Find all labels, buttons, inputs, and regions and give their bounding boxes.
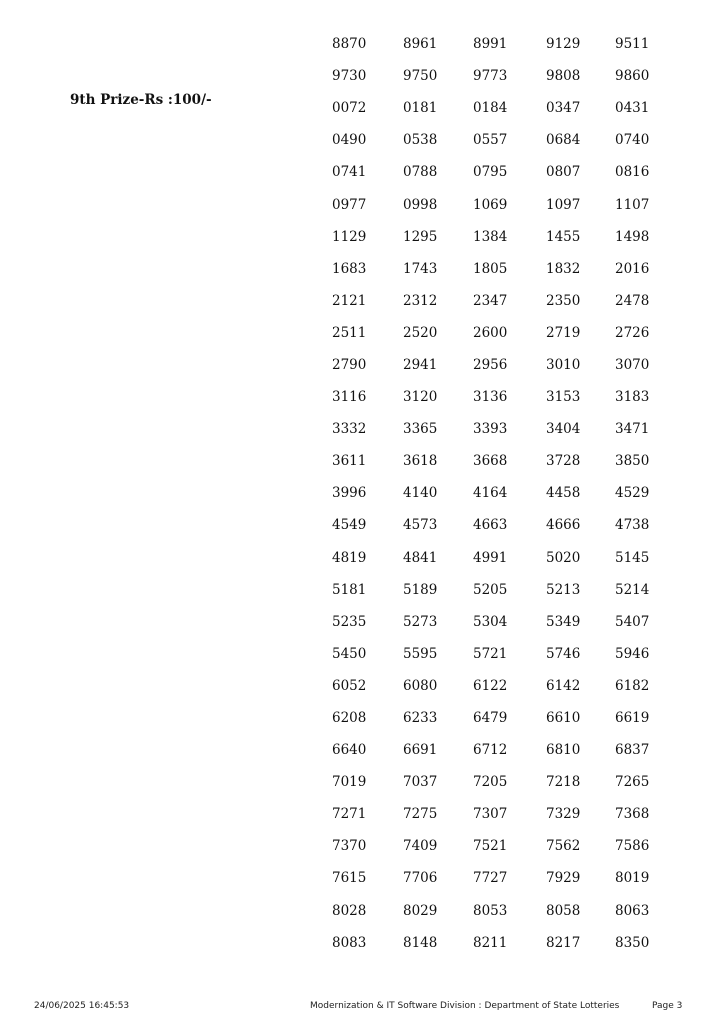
ticket-number: 2941: [403, 356, 438, 373]
ticket-number: 1384: [473, 228, 508, 245]
number-row: [332, 221, 672, 253]
ticket-number: 3996: [332, 485, 367, 502]
ticket-number: 6837: [615, 742, 650, 759]
number-row: [332, 509, 672, 541]
ticket-number: 5214: [615, 581, 650, 598]
ticket-number: 3728: [546, 453, 581, 470]
ticket-number: 4458: [546, 485, 581, 502]
number-row: [332, 830, 672, 862]
ticket-number: 5273: [403, 613, 438, 630]
number-row: [332, 124, 672, 156]
ticket-number: 7271: [332, 806, 367, 823]
ticket-number: 5746: [546, 645, 581, 662]
ticket-number: 8148: [403, 934, 438, 951]
ticket-number: 1097: [546, 196, 581, 213]
number-row: [332, 60, 672, 92]
ticket-number: 8217: [546, 934, 581, 951]
ticket-number: 5213: [546, 581, 581, 598]
ticket-number: 1295: [403, 228, 438, 245]
number-row: [332, 734, 672, 766]
number-row: [332, 445, 672, 477]
ticket-number: 0538: [403, 132, 438, 149]
ticket-number: 4529: [615, 485, 650, 502]
ticket-number: 3611: [332, 453, 367, 470]
ticket-number: 4666: [546, 517, 581, 534]
ticket-number: 7275: [403, 806, 438, 823]
winning-numbers-grid: [332, 28, 672, 959]
ticket-number: 0977: [332, 196, 367, 213]
ticket-number: 0807: [546, 164, 581, 181]
ticket-number: 3618: [403, 453, 438, 470]
ticket-number: 7409: [403, 838, 438, 855]
ticket-number: 5145: [615, 549, 650, 566]
ticket-number: 4549: [332, 517, 367, 534]
ticket-number: 6122: [473, 677, 508, 694]
number-row: [332, 156, 672, 188]
footer-datetime: 24/06/2025 16:45:53: [34, 1001, 130, 1011]
ticket-number: 6610: [546, 710, 581, 727]
ticket-number: 0788: [403, 164, 438, 181]
number-row: [332, 574, 672, 606]
ticket-number: 9730: [332, 68, 367, 85]
ticket-number: 3010: [546, 356, 581, 373]
ticket-number: 0998: [403, 196, 438, 213]
ticket-number: 0684: [546, 132, 581, 149]
number-row: [332, 413, 672, 445]
ticket-number: 5349: [546, 613, 581, 630]
ticket-number: 3393: [473, 421, 508, 438]
ticket-number: 9129: [546, 36, 581, 53]
ticket-number: 3404: [546, 421, 581, 438]
ticket-number: 1743: [403, 260, 438, 277]
footer-page-number: Page 3: [652, 1001, 683, 1011]
ticket-number: 2600: [473, 324, 508, 341]
footer-division: Modernization & IT Software Division : Department of State Lotteries: [310, 1001, 620, 1011]
ticket-number: 0740: [615, 132, 650, 149]
ticket-number: 2121: [332, 292, 367, 309]
ticket-number: 5450: [332, 645, 367, 662]
ticket-number: 5721: [473, 645, 508, 662]
ticket-number: 7218: [546, 774, 581, 791]
ticket-number: 7037: [403, 774, 438, 791]
number-row: [332, 862, 672, 894]
ticket-number: 7307: [473, 806, 508, 823]
ticket-number: 1498: [615, 228, 650, 245]
ticket-number: 1805: [473, 260, 508, 277]
ticket-number: 8053: [473, 902, 508, 919]
ticket-number: 1107: [615, 196, 650, 213]
ticket-number: 5235: [332, 613, 367, 630]
number-row: [332, 349, 672, 381]
ticket-number: 6479: [473, 710, 508, 727]
number-row: [332, 638, 672, 670]
ticket-number: 1832: [546, 260, 581, 277]
ticket-number: 8991: [473, 36, 508, 53]
ticket-number: 4663: [473, 517, 508, 534]
ticket-number: 9750: [403, 68, 438, 85]
ticket-number: 9511: [615, 36, 650, 53]
ticket-number: 7329: [546, 806, 581, 823]
ticket-number: 0184: [473, 100, 508, 117]
ticket-number: 3850: [615, 453, 650, 470]
ticket-number: 2719: [546, 324, 581, 341]
ticket-number: 1683: [332, 260, 367, 277]
ticket-number: 0490: [332, 132, 367, 149]
ticket-number: 6691: [403, 742, 438, 759]
ticket-number: 6208: [332, 710, 367, 727]
ticket-number: 8083: [332, 934, 367, 951]
ticket-number: 7727: [473, 870, 508, 887]
ticket-number: 3668: [473, 453, 508, 470]
ticket-number: 3183: [615, 389, 650, 406]
ticket-number: 2520: [403, 324, 438, 341]
number-row: [332, 381, 672, 413]
ticket-number: 3116: [332, 389, 367, 406]
number-row: [332, 798, 672, 830]
ticket-number: 9860: [615, 68, 650, 85]
ticket-number: 3365: [403, 421, 438, 438]
ticket-number: 8058: [546, 902, 581, 919]
ticket-number: 1455: [546, 228, 581, 245]
ticket-number: 2347: [473, 292, 508, 309]
ticket-number: 3120: [403, 389, 438, 406]
ticket-number: 7562: [546, 838, 581, 855]
ticket-number: 7615: [332, 870, 367, 887]
number-row: [332, 285, 672, 317]
ticket-number: 7205: [473, 774, 508, 791]
ticket-number: 5020: [546, 549, 581, 566]
ticket-number: 5304: [473, 613, 508, 630]
ticket-number: 6619: [615, 710, 650, 727]
ticket-number: 9808: [546, 68, 581, 85]
number-row: [332, 895, 672, 927]
ticket-number: 6182: [615, 677, 650, 694]
ticket-number: 1069: [473, 196, 508, 213]
ticket-number: 8961: [403, 36, 438, 53]
ticket-number: 8870: [332, 36, 367, 53]
ticket-number: 8028: [332, 902, 367, 919]
ticket-number: 4164: [473, 485, 508, 502]
ticket-number: 2478: [615, 292, 650, 309]
ticket-number: 7370: [332, 838, 367, 855]
number-row: [332, 542, 672, 574]
ticket-number: 5946: [615, 645, 650, 662]
ticket-number: 3471: [615, 421, 650, 438]
ticket-number: 2790: [332, 356, 367, 373]
ticket-number: 5205: [473, 581, 508, 598]
ticket-number: 0557: [473, 132, 508, 149]
ticket-number: 6142: [546, 677, 581, 694]
number-row: [332, 477, 672, 509]
ticket-number: 2726: [615, 324, 650, 341]
ticket-number: 8211: [473, 934, 508, 951]
ticket-number: 2350: [546, 292, 581, 309]
ticket-number: 2312: [403, 292, 438, 309]
ticket-number: 7019: [332, 774, 367, 791]
ticket-number: 0795: [473, 164, 508, 181]
ticket-number: 8029: [403, 902, 438, 919]
number-row: [332, 92, 672, 124]
ticket-number: 2016: [615, 260, 650, 277]
ticket-number: 0431: [615, 100, 650, 117]
number-row: [332, 317, 672, 349]
ticket-number: 4140: [403, 485, 438, 502]
ticket-number: 3332: [332, 421, 367, 438]
ticket-number: 1129: [332, 228, 367, 245]
prize-label: 9th Prize-Rs :100/-: [70, 92, 212, 108]
ticket-number: 8063: [615, 902, 650, 919]
ticket-number: 7368: [615, 806, 650, 823]
ticket-number: 6810: [546, 742, 581, 759]
ticket-number: 3136: [473, 389, 508, 406]
number-row: [332, 253, 672, 285]
ticket-number: 4841: [403, 549, 438, 566]
ticket-number: 4573: [403, 517, 438, 534]
ticket-number: 3153: [546, 389, 581, 406]
number-row: [332, 28, 672, 60]
ticket-number: 9773: [473, 68, 508, 85]
ticket-number: 6052: [332, 677, 367, 694]
ticket-number: 7521: [473, 838, 508, 855]
ticket-number: 8350: [615, 934, 650, 951]
ticket-number: 0181: [403, 100, 438, 117]
number-row: [332, 702, 672, 734]
ticket-number: 6712: [473, 742, 508, 759]
ticket-number: 7265: [615, 774, 650, 791]
ticket-number: 0347: [546, 100, 581, 117]
ticket-number: 5189: [403, 581, 438, 598]
ticket-number: 0072: [332, 100, 367, 117]
ticket-number: 6233: [403, 710, 438, 727]
ticket-number: 3070: [615, 356, 650, 373]
ticket-number: 4738: [615, 517, 650, 534]
ticket-number: 7706: [403, 870, 438, 887]
ticket-number: 6080: [403, 677, 438, 694]
ticket-number: 5595: [403, 645, 438, 662]
ticket-number: 7929: [546, 870, 581, 887]
ticket-number: 8019: [615, 870, 650, 887]
ticket-number: 0741: [332, 164, 367, 181]
number-row: [332, 606, 672, 638]
ticket-number: 6640: [332, 742, 367, 759]
number-row: [332, 188, 672, 220]
ticket-number: 2511: [332, 324, 367, 341]
ticket-number: 0816: [615, 164, 650, 181]
ticket-number: 2956: [473, 356, 508, 373]
ticket-number: 4819: [332, 549, 367, 566]
ticket-number: 4991: [473, 549, 508, 566]
ticket-number: 5181: [332, 581, 367, 598]
ticket-number: 7586: [615, 838, 650, 855]
number-row: [332, 670, 672, 702]
number-row: [332, 766, 672, 798]
number-row: [332, 927, 672, 959]
ticket-number: 5407: [615, 613, 650, 630]
